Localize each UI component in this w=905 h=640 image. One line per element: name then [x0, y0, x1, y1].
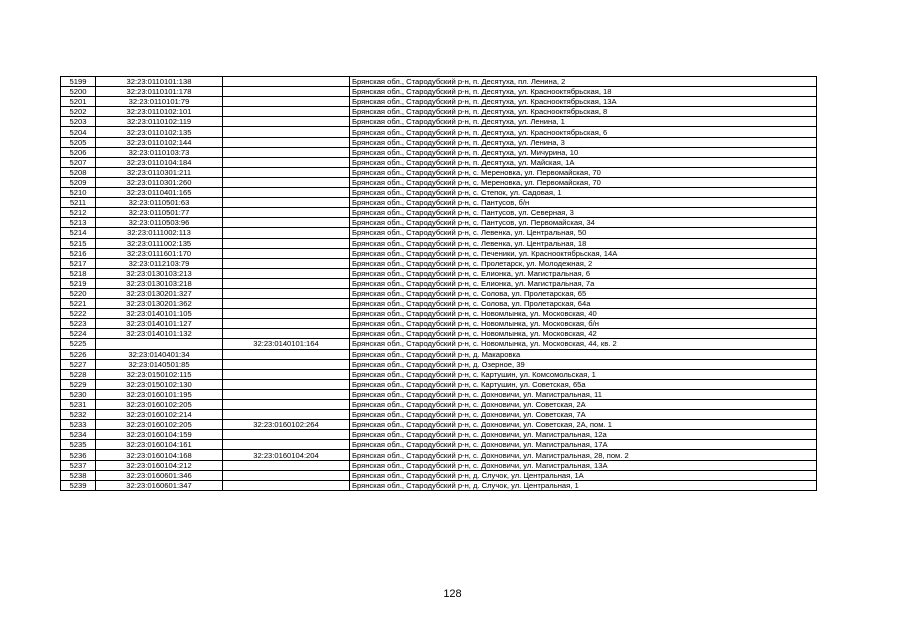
cell-address: Брянская обл., Стародубский р-н, с. Левенка, ул. Центральная, 18: [350, 238, 817, 248]
cell-cadastral-number: 32:23:0140501:85: [96, 359, 223, 369]
cell-address: Брянская обл., Стародубский р-н, с. Степок, ул. Садовая, 1: [350, 188, 817, 198]
cell-cadastral-number: 32:23:0160101:195: [96, 389, 223, 399]
cell-related-cadastral-number: [223, 137, 350, 147]
cell-address: Брянская обл., Стародубский р-н, с. Дохновичи, ул. Магистральная, 28, пом. 2: [350, 450, 817, 460]
table-row: [61, 248, 817, 258]
page-number: 128: [443, 588, 462, 600]
cell-record-number: 5209: [61, 177, 96, 187]
cell-address: Брянская обл., Стародубский р-н, п. Десятуха, ул. Ленина, 1: [350, 117, 817, 127]
cell-related-cadastral-number: [223, 299, 350, 309]
cell-related-cadastral-number: [223, 470, 350, 480]
cell-record-number: 5214: [61, 228, 96, 238]
cell-related-cadastral-number: [223, 238, 350, 248]
cell-cadastral-number: 32:23:0110101:79: [96, 97, 223, 107]
cell-record-number: 5232: [61, 410, 96, 420]
cell-cadastral-number: 32:23:0130103:213: [96, 268, 223, 278]
cell-record-number: 5205: [61, 137, 96, 147]
cell-record-number: 5216: [61, 248, 96, 258]
table-row: [61, 208, 817, 218]
cell-related-cadastral-number: [223, 359, 350, 369]
cell-related-cadastral-number: [223, 329, 350, 339]
cell-related-cadastral-number: [223, 400, 350, 410]
cell-cadastral-number: 32:23:0111002:135: [96, 238, 223, 248]
cell-address: Брянская обл., Стародубский р-н, с. Елионка, ул. Магистральная, 6: [350, 268, 817, 278]
cell-record-number: 5213: [61, 218, 96, 228]
cell-record-number: 5199: [61, 77, 96, 87]
cell-related-cadastral-number: [223, 107, 350, 117]
cell-record-number: 5234: [61, 430, 96, 440]
cell-cadastral-number: 32:23:0130201:327: [96, 288, 223, 298]
cell-record-number: 5200: [61, 87, 96, 97]
cell-related-cadastral-number: [223, 309, 350, 319]
table-row: [61, 127, 817, 137]
cell-cadastral-number: 32:23:0160102:205: [96, 400, 223, 410]
cell-cadastral-number: [96, 339, 223, 349]
cell-record-number: 5210: [61, 188, 96, 198]
cell-address: Брянская обл., Стародубский р-н, д. Озерное, 39: [350, 359, 817, 369]
cell-record-number: 5230: [61, 389, 96, 399]
cell-related-cadastral-number: [223, 218, 350, 228]
cell-address: Брянская обл., Стародубский р-н, п. Десятуха, ул. Мичурина, 10: [350, 147, 817, 157]
cell-address: Брянская обл., Стародубский р-н, д. Макаровка: [350, 349, 817, 359]
cell-related-cadastral-number: [223, 157, 350, 167]
table-row: [61, 107, 817, 117]
cell-address: Брянская обл., Стародубский р-н, с. Новомлынка, ул. Московская, 44, кв. 2: [350, 339, 817, 349]
property-registry-table: [60, 76, 817, 491]
table-row: [61, 359, 817, 369]
cell-related-cadastral-number: [223, 228, 350, 238]
cell-cadastral-number: 32:23:0160104:161: [96, 440, 223, 450]
cell-related-cadastral-number: [223, 430, 350, 440]
table-row: [61, 329, 817, 339]
cell-record-number: 5201: [61, 97, 96, 107]
cell-related-cadastral-number: [223, 117, 350, 127]
cell-cadastral-number: 32:23:0110103:73: [96, 147, 223, 157]
cell-related-cadastral-number: [223, 177, 350, 187]
cell-address: Брянская обл., Стародубский р-н, с. Дохновичи, ул. Советская, 2А, пом. 1: [350, 420, 817, 430]
cell-related-cadastral-number: [223, 410, 350, 420]
cell-cadastral-number: 32:23:0140101:132: [96, 329, 223, 339]
cell-related-cadastral-number: [223, 77, 350, 87]
cell-cadastral-number: 32:23:0110501:63: [96, 198, 223, 208]
cell-address: Брянская обл., Стародубский р-н, с. Дохновичи, ул. Магистральная, 12а: [350, 430, 817, 440]
table-row: [61, 440, 817, 450]
cell-related-cadastral-number: [223, 268, 350, 278]
cell-related-cadastral-number: [223, 460, 350, 470]
table-row: [61, 228, 817, 238]
cell-cadastral-number: 32:23:0110401:165: [96, 188, 223, 198]
cell-record-number: 5206: [61, 147, 96, 157]
cell-record-number: 5224: [61, 329, 96, 339]
table-row: [61, 167, 817, 177]
cell-related-cadastral-number: [223, 147, 350, 157]
cell-address: Брянская обл., Стародубский р-н, с. Солова, ул. Пролетарская, 64а: [350, 299, 817, 309]
table-row: [61, 450, 817, 460]
cell-address: Брянская обл., Стародубский р-н, п. Десятуха, ул. Краснооктябрьская, 8: [350, 107, 817, 117]
cell-address: Брянская обл., Стародубский р-н, с. Новомлынка, ул. Московская, 42: [350, 329, 817, 339]
cell-address: Брянская обл., Стародубский р-н, д. Случок, ул. Центральная, 1А: [350, 470, 817, 480]
cell-cadastral-number: 32:23:0110101:178: [96, 87, 223, 97]
table-row: [61, 258, 817, 268]
cell-cadastral-number: 32:23:0110101:138: [96, 77, 223, 87]
cell-cadastral-number: 32:23:0111002:113: [96, 228, 223, 238]
table-row: [61, 97, 817, 107]
cell-address: Брянская обл., Стародубский р-н, п. Десятуха, ул. Майская, 1А: [350, 157, 817, 167]
cell-related-cadastral-number: 32:23:0160104:204: [223, 450, 350, 460]
table-row: [61, 470, 817, 480]
cell-cadastral-number: 32:23:0160104:159: [96, 430, 223, 440]
cell-cadastral-number: 32:23:0160104:212: [96, 460, 223, 470]
table-row: [61, 430, 817, 440]
cell-address: Брянская обл., Стародубский р-н, с. Дохновичи, ул. Советская, 7А: [350, 410, 817, 420]
cell-cadastral-number: 32:23:0110301:211: [96, 167, 223, 177]
cell-related-cadastral-number: [223, 198, 350, 208]
cell-related-cadastral-number: [223, 349, 350, 359]
cell-cadastral-number: 32:23:0150102:130: [96, 379, 223, 389]
cell-record-number: 5207: [61, 157, 96, 167]
cell-cadastral-number: 32:23:0110102:101: [96, 107, 223, 117]
registry-table-body: [61, 77, 817, 491]
cell-cadastral-number: 32:23:0140101:105: [96, 309, 223, 319]
cell-record-number: 5225: [61, 339, 96, 349]
cell-record-number: 5202: [61, 107, 96, 117]
cell-address: Брянская обл., Стародубский р-н, с. Картушин, ул. Советская, 65а: [350, 379, 817, 389]
cell-cadastral-number: 32:23:0160102:214: [96, 410, 223, 420]
table-row: [61, 299, 817, 309]
cell-record-number: 5227: [61, 359, 96, 369]
table-row: [61, 218, 817, 228]
cell-cadastral-number: 32:23:0150102:115: [96, 369, 223, 379]
cell-address: Брянская обл., Стародубский р-н, п. Десятуха, ул. Краснооктябрьская, 6: [350, 127, 817, 137]
cell-related-cadastral-number: [223, 288, 350, 298]
cell-related-cadastral-number: [223, 167, 350, 177]
cell-record-number: 5237: [61, 460, 96, 470]
cell-address: Брянская обл., Стародубский р-н, с. Дохновичи, ул. Магистральная, 17А: [350, 440, 817, 450]
cell-address: Брянская обл., Стародубский р-н, с. Дохновичи, ул. Советская, 2А: [350, 400, 817, 410]
cell-address: Брянская обл., Стародубский р-н, д. Случок, ул. Центральная, 1: [350, 480, 817, 490]
cell-record-number: 5217: [61, 258, 96, 268]
table-row: [61, 460, 817, 470]
table-row: [61, 480, 817, 490]
cell-related-cadastral-number: [223, 379, 350, 389]
cell-record-number: 5229: [61, 379, 96, 389]
table-row: [61, 137, 817, 147]
cell-address: Брянская обл., Стародубский р-н, п. Десятуха, ул. Краснооктябрьская, 18: [350, 87, 817, 97]
cell-related-cadastral-number: 32:23:0140101:164: [223, 339, 350, 349]
cell-record-number: 5211: [61, 198, 96, 208]
cell-record-number: 5239: [61, 480, 96, 490]
cell-related-cadastral-number: [223, 188, 350, 198]
table-row: [61, 420, 817, 430]
table-row: [61, 278, 817, 288]
cell-record-number: 5203: [61, 117, 96, 127]
cell-record-number: 5231: [61, 400, 96, 410]
cell-record-number: 5223: [61, 319, 96, 329]
table-row: [61, 188, 817, 198]
cell-record-number: 5233: [61, 420, 96, 430]
table-row: [61, 288, 817, 298]
cell-record-number: 5212: [61, 208, 96, 218]
cell-related-cadastral-number: [223, 127, 350, 137]
cell-address: Брянская обл., Стародубский р-н, п. Десятуха, ул. Ленина, 3: [350, 137, 817, 147]
cell-cadastral-number: 32:23:0130103:218: [96, 278, 223, 288]
cell-cadastral-number: 32:23:0110503:96: [96, 218, 223, 228]
cell-address: Брянская обл., Стародубский р-н, с. Солова, ул. Пролетарская, 65: [350, 288, 817, 298]
cell-related-cadastral-number: [223, 480, 350, 490]
table-row: [61, 157, 817, 167]
table-row: [61, 379, 817, 389]
table-row: [61, 177, 817, 187]
cell-record-number: 5226: [61, 349, 96, 359]
cell-cadastral-number: 32:23:0160102:205: [96, 420, 223, 430]
cell-address: Брянская обл., Стародубский р-н, с. Новомлынка, ул. Московская, 40: [350, 309, 817, 319]
cell-cadastral-number: 32:23:0110104:184: [96, 157, 223, 167]
table-row: [61, 77, 817, 87]
cell-cadastral-number: 32:23:0111601:170: [96, 248, 223, 258]
cell-cadastral-number: 32:23:0130201:362: [96, 299, 223, 309]
table-row: [61, 238, 817, 248]
table-row: [61, 349, 817, 359]
cell-record-number: 5238: [61, 470, 96, 480]
cell-cadastral-number: 32:23:0140401:34: [96, 349, 223, 359]
table-row: [61, 268, 817, 278]
cell-cadastral-number: 32:23:0140101:127: [96, 319, 223, 329]
cell-address: Брянская обл., Стародубский р-н, с. Мереновка, ул. Первомайская, 70: [350, 167, 817, 177]
cell-address: Брянская обл., Стародубский р-н, п. Десятуха, пл. Ленина, 2: [350, 77, 817, 87]
cell-record-number: 5208: [61, 167, 96, 177]
cell-address: Брянская обл., Стародубский р-н, с. Пролетарск, ул. Молодежная, 2: [350, 258, 817, 268]
cell-address: Брянская обл., Стародубский р-н, с. Пантусов, ул. Северная, 3: [350, 208, 817, 218]
cell-cadastral-number: 32:23:0110102:119: [96, 117, 223, 127]
cell-related-cadastral-number: [223, 369, 350, 379]
cell-record-number: 5220: [61, 288, 96, 298]
cell-record-number: 5222: [61, 309, 96, 319]
cell-related-cadastral-number: [223, 258, 350, 268]
cell-related-cadastral-number: [223, 440, 350, 450]
table-row: [61, 117, 817, 127]
cell-record-number: 5204: [61, 127, 96, 137]
cell-record-number: 5228: [61, 369, 96, 379]
table-row: [61, 389, 817, 399]
cell-address: Брянская обл., Стародубский р-н, с. Пантусов, ул. Первомайская, 34: [350, 218, 817, 228]
cell-address: Брянская обл., Стародубский р-н, с. Мереновка, ул. Первомайская, 70: [350, 177, 817, 187]
cell-cadastral-number: 32:23:0110501:77: [96, 208, 223, 218]
table-row: [61, 198, 817, 208]
cell-address: Брянская обл., Стародубский р-н, с. Печеники, ул. Краснооктябрьская, 14А: [350, 248, 817, 258]
table-row: [61, 400, 817, 410]
cell-related-cadastral-number: [223, 97, 350, 107]
cell-cadastral-number: 32:23:0160601:346: [96, 470, 223, 480]
cell-cadastral-number: 32:23:0110102:144: [96, 137, 223, 147]
cell-address: Брянская обл., Стародубский р-н, с. Левенка, ул. Центральная, 50: [350, 228, 817, 238]
table-row: [61, 339, 817, 349]
table-row: [61, 410, 817, 420]
cell-related-cadastral-number: [223, 389, 350, 399]
cell-cadastral-number: 32:23:0160601:347: [96, 480, 223, 490]
cell-cadastral-number: 32:23:0110301:260: [96, 177, 223, 187]
cell-related-cadastral-number: [223, 319, 350, 329]
table-row: [61, 147, 817, 157]
cell-related-cadastral-number: 32:23:0160102:264: [223, 420, 350, 430]
cell-address: Брянская обл., Стародубский р-н, с. Картушин, ул. Комсомольская, 1: [350, 369, 817, 379]
cell-record-number: 5219: [61, 278, 96, 288]
cell-related-cadastral-number: [223, 87, 350, 97]
cell-cadastral-number: 32:23:0110102:135: [96, 127, 223, 137]
cell-address: Брянская обл., Стародубский р-н, с. Елионка, ул. Магистральная, 7а: [350, 278, 817, 288]
cell-record-number: 5235: [61, 440, 96, 450]
cell-address: Брянская обл., Стародубский р-н, с. Дохновичи, ул. Магистральная, 11: [350, 389, 817, 399]
cell-address: Брянская обл., Стародубский р-н, с. Дохновичи, ул. Магистральная, 13А: [350, 460, 817, 470]
cell-record-number: 5218: [61, 268, 96, 278]
cell-record-number: 5221: [61, 299, 96, 309]
cell-address: Брянская обл., Стародубский р-н, с. Пантусов, б/н: [350, 198, 817, 208]
cell-related-cadastral-number: [223, 208, 350, 218]
cell-cadastral-number: 32:23:0112103:79: [96, 258, 223, 268]
cell-cadastral-number: 32:23:0160104:168: [96, 450, 223, 460]
cell-related-cadastral-number: [223, 278, 350, 288]
table-row: [61, 369, 817, 379]
cell-record-number: 5215: [61, 238, 96, 248]
table-row: [61, 319, 817, 329]
cell-address: Брянская обл., Стародубский р-н, с. Новомлынка, ул. Московская, б/н: [350, 319, 817, 329]
table-row: [61, 309, 817, 319]
cell-address: Брянская обл., Стародубский р-н, п. Десятуха, ул. Краснооктябрьская, 13А: [350, 97, 817, 107]
table-row: [61, 87, 817, 97]
cell-related-cadastral-number: [223, 248, 350, 258]
cell-record-number: 5236: [61, 450, 96, 460]
